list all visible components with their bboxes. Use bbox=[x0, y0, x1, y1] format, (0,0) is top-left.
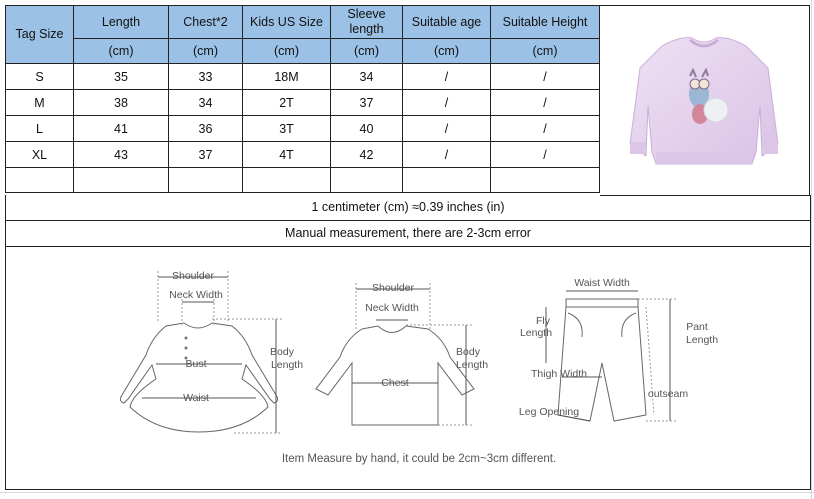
size-chart-table bbox=[5, 5, 600, 193]
header-sleeve-length: Sleeve length bbox=[331, 6, 403, 39]
header-suitable-age: Suitable age bbox=[403, 6, 491, 39]
cell-length: 35 bbox=[74, 64, 169, 90]
grid-line bbox=[811, 0, 812, 499]
cell-kids-us-size: 2T bbox=[243, 90, 331, 116]
dress-neck-width-label: Neck Width bbox=[169, 289, 223, 301]
shirt-body-length-label-2: Length bbox=[455, 359, 489, 371]
shirt-shoulder-label: Shoulder bbox=[371, 282, 415, 294]
table-header-row bbox=[6, 6, 600, 39]
cell-suitable-height: / bbox=[491, 90, 600, 116]
cell-length: 43 bbox=[74, 142, 169, 168]
pants-pant-length-label: Pant bbox=[686, 321, 708, 333]
unit-cell: (cm) bbox=[243, 39, 331, 64]
cell-length: 41 bbox=[74, 116, 169, 142]
pants-outseam-label: outseam bbox=[647, 388, 689, 400]
unit-cell: (cm) bbox=[403, 39, 491, 64]
cell-chest: 33 bbox=[169, 64, 243, 90]
cell-tag-size: M bbox=[6, 90, 74, 116]
pants-thigh-width-label: Thigh Width bbox=[530, 368, 588, 380]
measurement-diagram bbox=[5, 247, 811, 490]
cell-tag-size: XL bbox=[6, 142, 74, 168]
cell-tag-size: L bbox=[6, 116, 74, 142]
dress-body-length-label-2: Length bbox=[270, 359, 304, 371]
cell-chest: 37 bbox=[169, 142, 243, 168]
grid-line bbox=[0, 492, 814, 493]
pants-pant-length-label-2: Length bbox=[685, 334, 719, 346]
table-row-empty bbox=[6, 168, 600, 193]
unit-cell: (cm) bbox=[491, 39, 600, 64]
conversion-note: 1 centimeter (cm) ≈0.39 inches (in) bbox=[5, 195, 811, 221]
cell-tag-size: S bbox=[6, 64, 74, 90]
table-row bbox=[6, 64, 600, 90]
pants-leg-opening-label: Leg Opening bbox=[518, 406, 580, 418]
header-kids-us-size: Kids US Size bbox=[243, 6, 331, 39]
diagram-caption: Item Measure by hand, it could be 2cm~3cm different. bbox=[281, 453, 557, 465]
shirt-neck-width-label: Neck Width bbox=[365, 302, 419, 314]
measurement-error-note: Manual measurement, there are 2-3cm error bbox=[5, 221, 811, 247]
cell-suitable-height: / bbox=[491, 142, 600, 168]
cell-sleeve-length: 42 bbox=[331, 142, 403, 168]
cell-suitable-height: / bbox=[491, 64, 600, 90]
shirt-body-length-label: Body bbox=[456, 346, 480, 358]
cell-length: 38 bbox=[74, 90, 169, 116]
pants-fly-length-label-2: Length bbox=[519, 327, 553, 339]
pants-fly-length-label: Fly bbox=[536, 315, 550, 327]
pants-waist-width-label: Waist Width bbox=[574, 277, 630, 289]
cell-kids-us-size: 3T bbox=[243, 116, 331, 142]
table-unit-row bbox=[6, 39, 600, 64]
table-row bbox=[6, 116, 600, 142]
dress-bust-label: Bust bbox=[185, 358, 207, 370]
dress-shoulder-label: Shoulder bbox=[171, 270, 215, 282]
unit-cell: (cm) bbox=[331, 39, 403, 64]
unit-cell: (cm) bbox=[169, 39, 243, 64]
table-row bbox=[6, 142, 600, 168]
cell-kids-us-size: 4T bbox=[243, 142, 331, 168]
dress-body-length-label: Body bbox=[270, 346, 294, 358]
cell-chest: 36 bbox=[169, 116, 243, 142]
table-row bbox=[6, 90, 600, 116]
header-chest: Chest*2 bbox=[169, 6, 243, 39]
shirt-chest-label: Chest bbox=[381, 377, 409, 389]
header-suitable-height: Suitable Height bbox=[491, 6, 600, 39]
cell-sleeve-length: 37 bbox=[331, 90, 403, 116]
header-length: Length bbox=[74, 6, 169, 39]
cell-suitable-age: / bbox=[403, 116, 491, 142]
sweatshirt-photo-icon bbox=[600, 6, 809, 195]
cell-suitable-height: / bbox=[491, 116, 600, 142]
cell-sleeve-length: 34 bbox=[331, 64, 403, 90]
unit-cell: (cm) bbox=[74, 39, 169, 64]
cell-suitable-age: / bbox=[403, 90, 491, 116]
cell-chest: 34 bbox=[169, 90, 243, 116]
header-tag-size: Tag Size bbox=[6, 6, 74, 64]
cell-suitable-age: / bbox=[403, 64, 491, 90]
pants-diagram bbox=[546, 291, 676, 421]
dress-waist-label: Waist bbox=[183, 392, 209, 404]
product-photo-cell bbox=[600, 5, 810, 196]
cell-suitable-age: / bbox=[403, 142, 491, 168]
cell-sleeve-length: 40 bbox=[331, 116, 403, 142]
cell-kids-us-size: 18M bbox=[243, 64, 331, 90]
